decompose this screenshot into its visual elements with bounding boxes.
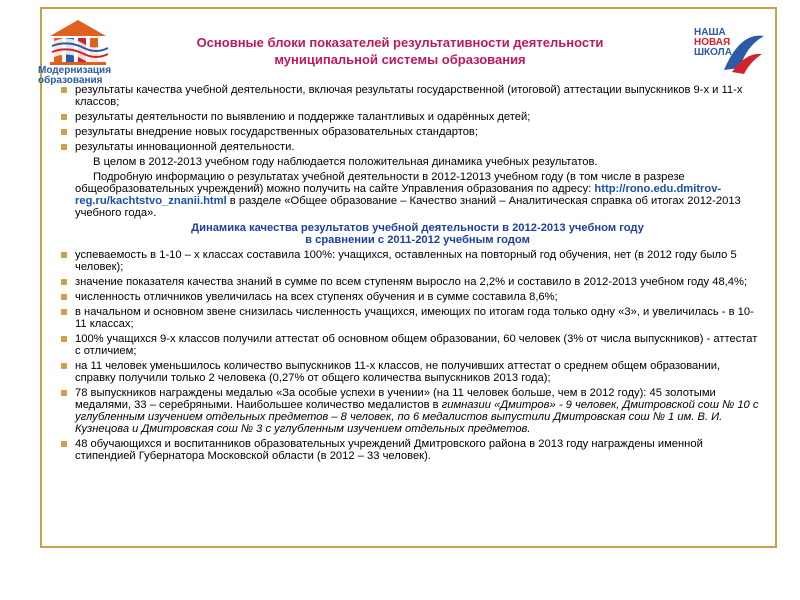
info-paragraph-prefix: Подробную информацию о результатах учебной деятельности в 2012-12013 учебном году (в том числе в разрезе общеобразовательных учреждений) можно получить на сайте Управления образования по адресу:	[75, 171, 685, 195]
list-item: в начальном и основном звене снизилась численность учащихся, имеющих по итогам года только одну «3», и увеличилась - в 10-11 классах;	[60, 306, 760, 330]
frame-right-line	[775, 7, 777, 548]
summary-paragraph: В целом в 2012-2013 учебном году наблюдается положительная динамика учебных результатов.	[93, 156, 598, 168]
title-line2: муниципальной системы образования	[274, 52, 526, 67]
page-title	[130, 34, 670, 68]
list-item: 100% учащихся 9-х классов получили аттестат об основном общем образовании, 60 человек (3% от числа выпускников) - аттестат с отличием;	[60, 333, 760, 357]
new-school-logo-text	[694, 28, 740, 58]
list-item: результаты деятельности по выявлению и поддержке талантливых и одарённых детей;	[60, 111, 760, 123]
rono-site-link[interactable]: http://rono.edu.dmitrov-reg.ru/kachtstvo_znanii.html	[75, 183, 722, 207]
frame-bottom-line	[40, 546, 777, 548]
list-item: 48 обучающихся и воспитанников образовательных учреждений Дмитровского района в 2013 году награждены именной стипендией Губернатора Московской области (в 2012 – 33 человек).	[60, 438, 760, 462]
main-bullet-list	[60, 249, 760, 462]
list-item: результаты внедрение новых государственных образовательных стандартов;	[60, 126, 760, 138]
subtitle-line1: Динамика качества результатов учебной деятельности в 2012-2013 учебном году	[191, 222, 644, 234]
list-item: численность отличников увеличилась на всех ступенях обучения и в сумме составила 8,6%;	[60, 291, 760, 303]
logo-right-line1: НАША	[694, 27, 726, 38]
logo-right-line3: ШКОЛА	[694, 47, 732, 58]
list-item: успеваемость в 1-10 – х классах составила 100%: учащихся, оставленных на повторный год обучения, нет (в 2012 году было 5 человек);	[60, 249, 760, 273]
list-item: на 11 человек уменьшилось количество выпускников 11-х классов, не получивших аттестат о среднем общем образовании, справку получили только 2 человека (0,27% от общего количества выпускников 2013 года);	[60, 360, 760, 384]
frame-top-line	[40, 7, 777, 9]
info-paragraph	[75, 171, 760, 219]
list-item: результаты инновационной деятельности.	[60, 141, 760, 153]
logo-right-line2: НОВАЯ	[694, 37, 731, 48]
medals-text: 78 выпускников награждены медалью «За особые успехи в учении» (на 11 человек больше, чем в 2012 году): 45 золотыми медалями, 33 – серебряными. Наибольшее количество медалистов в	[75, 387, 716, 411]
list-item: значение показателя качества знаний в сумме по всем ступеням выросло на 2,2% и составило в 2012-2013 учебном году 48,4%;	[60, 276, 760, 288]
section-subtitle	[75, 222, 760, 246]
top-bullet-list	[60, 84, 760, 153]
logo-left-caption: Модернизация образования	[38, 65, 112, 86]
list-item: результаты качества учебной деятельности, включая результаты государственной (итоговой) аттестации выпускников 9-х и 11-х классов;	[60, 84, 760, 108]
title-line1: Основные блоки показателей результативности деятельности	[196, 35, 604, 50]
info-paragraph-suffix: в разделе «Общее образование – Качество знаний – Аналитическая справка об итогах 2012-2013 учебного года».	[75, 195, 741, 219]
list-item-medals	[60, 387, 760, 435]
subtitle-line2: в сравнении с 2011-2012 учебным годом	[305, 234, 530, 246]
content-body	[60, 84, 760, 465]
medals-schools-text: гимназии «Дмитров» - 9 человек, Дмитровской сош № 10 с углубленным изучением отдельных предметов – 8 человек, по 6 медалистов выпустили Дмитровская сош № 1 им. В. И. Кузнецова и Дмитровская сош № 3 с углубленным изучением отдельных предметов.	[75, 399, 759, 435]
